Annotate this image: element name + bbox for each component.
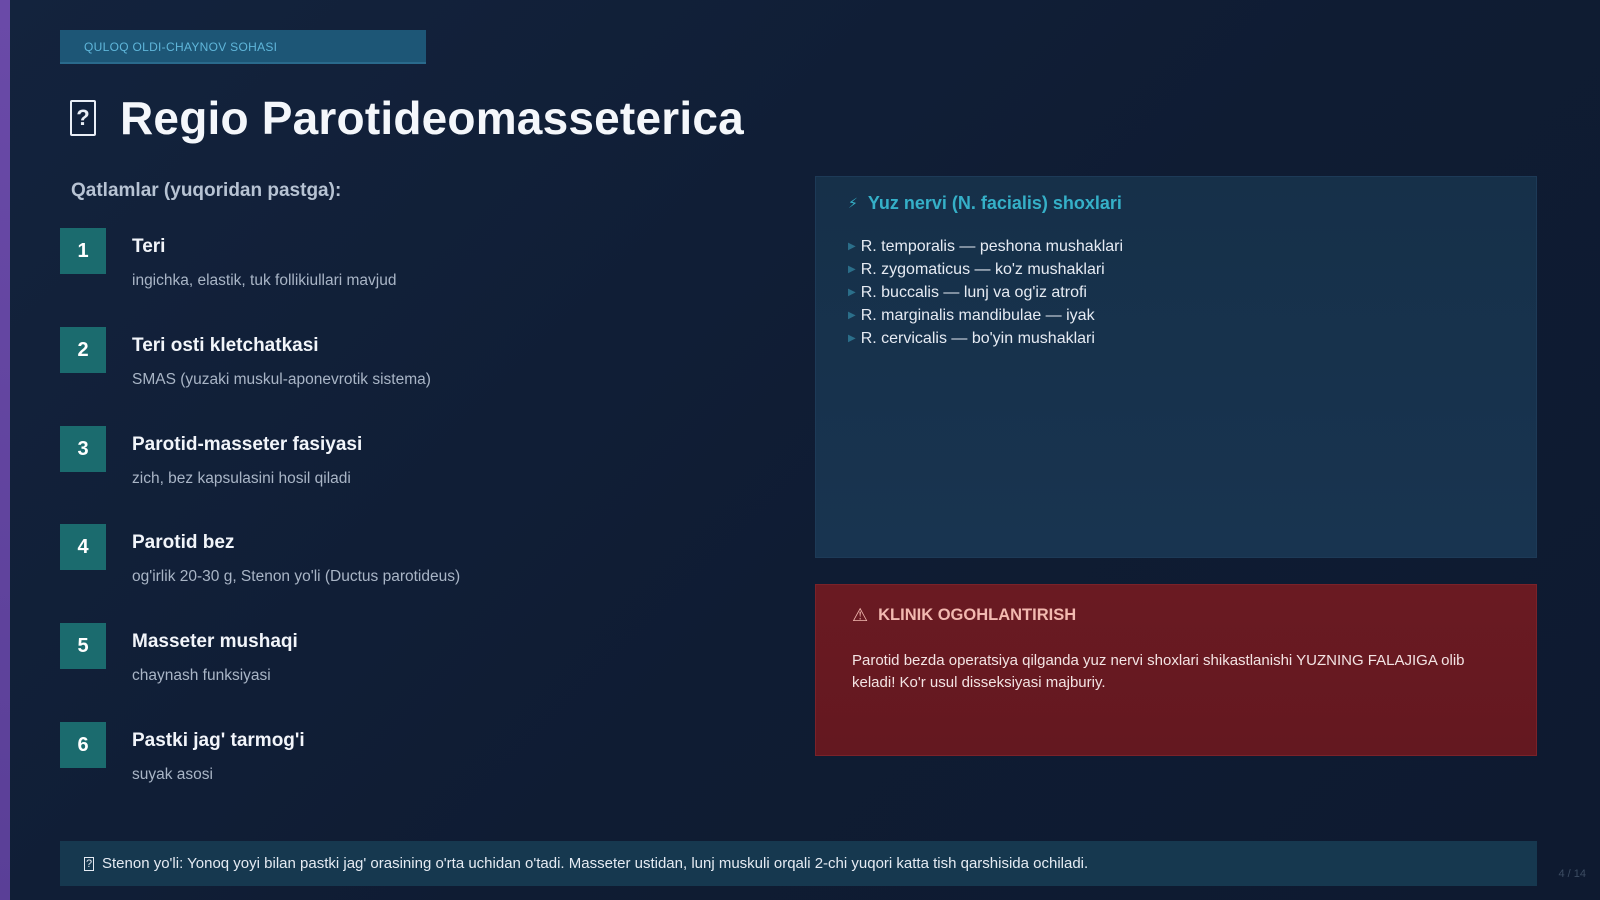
list-item bbox=[848, 258, 1123, 281]
layer-description: chaynash funksiyasi bbox=[132, 667, 271, 684]
warning-icon: ⚠ bbox=[852, 605, 869, 625]
list-item bbox=[848, 281, 1123, 304]
nerve-branch-text: R. zygomaticus — ko'z mushaklari bbox=[860, 260, 1105, 278]
list-item bbox=[848, 304, 1123, 327]
page-number: 4 / 14 bbox=[1558, 868, 1586, 880]
layer-description: suyak asosi bbox=[132, 766, 213, 783]
nerve-branch-text: R. marginalis mandibulae — iyak bbox=[860, 306, 1095, 324]
layer-item bbox=[60, 327, 760, 407]
nerve-branch-text: R. buccalis — lunj va og'iz atrofi bbox=[860, 283, 1087, 301]
layer-number-badge: 1 bbox=[60, 228, 106, 274]
layer-description: zich, bez kapsulasini hosil qiladi bbox=[132, 470, 351, 487]
footer-note bbox=[60, 841, 1537, 886]
list-item bbox=[848, 327, 1123, 350]
section-tag: QULOQ OLDI-CHAYNOV SOHASI bbox=[60, 30, 426, 64]
triangle-bullet-icon: ▶ bbox=[848, 287, 856, 298]
warning-heading bbox=[852, 605, 1076, 626]
triangle-bullet-icon: ▶ bbox=[848, 241, 856, 252]
layer-item bbox=[60, 426, 760, 506]
clinical-warning-panel bbox=[815, 584, 1537, 756]
layer-item bbox=[60, 524, 760, 604]
lightning-icon: ⚡ bbox=[848, 195, 858, 211]
nerve-panel-heading bbox=[848, 193, 1122, 214]
triangle-bullet-icon: ▶ bbox=[848, 310, 856, 321]
layer-title: Teri bbox=[132, 236, 166, 257]
layer-number-badge: 4 bbox=[60, 524, 106, 570]
layer-description: og'irlik 20-30 g, Stenon yo'li (Ductus parotideus) bbox=[132, 568, 461, 585]
layer-number-badge: 6 bbox=[60, 722, 106, 768]
footer-note-text: Stenon yo'li: Yonoq yoyi bilan pastki jag' orasining o'rta uchidan o'tadi. Masseter ustidan, lunj muskuli orqali 2-chi yuqori katta tish qarshisida ochiladi. bbox=[102, 855, 1089, 872]
note-icon: ? bbox=[85, 857, 93, 870]
layer-item bbox=[60, 228, 760, 308]
nerve-branch-list bbox=[848, 235, 1123, 350]
title-row bbox=[70, 88, 744, 148]
accent-bar bbox=[0, 0, 10, 900]
nerve-branch-text: R. cervicalis — bo'yin mushaklari bbox=[860, 329, 1095, 347]
page-title: Regio Parotideomasseterica bbox=[120, 92, 744, 144]
list-item bbox=[848, 235, 1123, 258]
layer-number-badge: 2 bbox=[60, 327, 106, 373]
layer-title: Parotid bez bbox=[132, 532, 235, 553]
layer-title: Parotid-masseter fasiyasi bbox=[132, 434, 363, 455]
layer-title: Teri osti kletchatkasi bbox=[132, 335, 319, 356]
warning-text: Parotid bezda operatsiya qilganda yuz nervi shoxlari shikastlanishi YUZNING FALAJIGA olib keladi! Ko'r usul disseksiyasi majburiy. bbox=[852, 652, 1465, 691]
triangle-bullet-icon: ▶ bbox=[848, 333, 856, 344]
layer-item bbox=[60, 623, 760, 703]
warning-title: KLINIK OGOHLANTIRISH bbox=[878, 606, 1077, 624]
layer-number-badge: 3 bbox=[60, 426, 106, 472]
layer-description: ingichka, elastik, tuk follikiullari mavjud bbox=[132, 272, 397, 289]
question-box-icon: ? bbox=[70, 100, 96, 136]
layer-item bbox=[60, 722, 760, 802]
nerve-branch-text: R. temporalis — peshona mushaklari bbox=[860, 237, 1124, 255]
layer-title: Masseter mushaqi bbox=[132, 631, 298, 652]
nerve-panel-title: Yuz nervi (N. facialis) shoxlari bbox=[867, 193, 1122, 213]
layer-title: Pastki jag' tarmog'i bbox=[132, 730, 305, 751]
layers-heading: Qatlamlar (yuqoridan pastga): bbox=[71, 180, 342, 201]
facial-nerve-panel bbox=[815, 176, 1537, 558]
triangle-bullet-icon: ▶ bbox=[848, 264, 856, 275]
layer-description: SMAS (yuzaki muskul-aponevrotik sistema) bbox=[132, 371, 431, 388]
layer-number-badge: 5 bbox=[60, 623, 106, 669]
